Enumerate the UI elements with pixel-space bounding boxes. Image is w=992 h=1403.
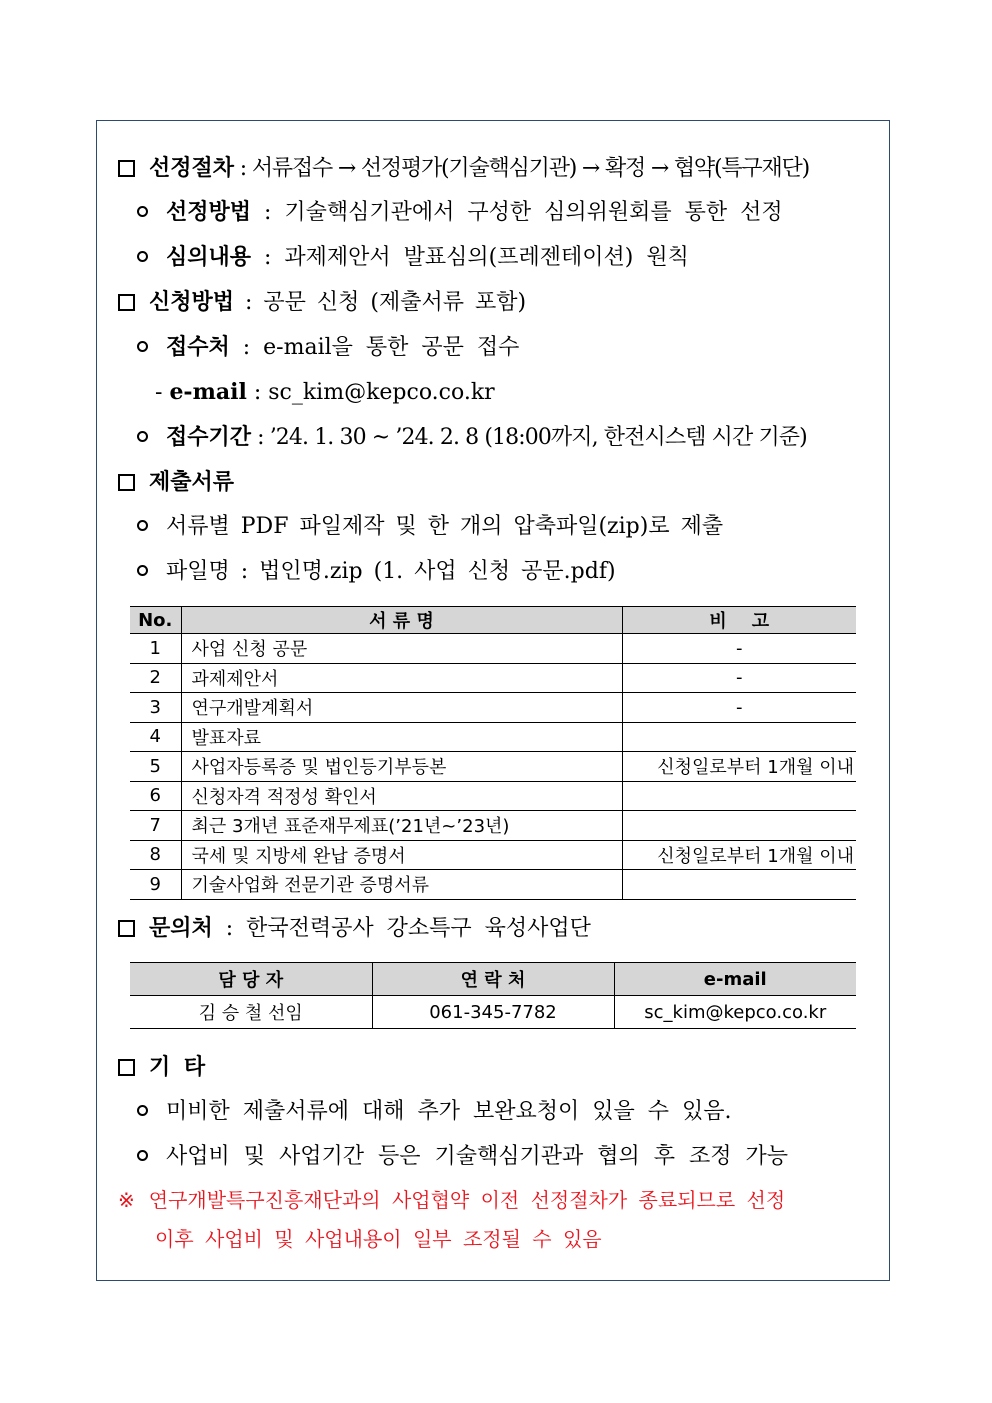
checkbox-square-icon — [118, 474, 135, 491]
etc-title: 기 타 — [149, 1054, 206, 1080]
circle-bullet-icon — [137, 1150, 148, 1161]
row-no: 3 — [130, 693, 181, 723]
period-label: 접수기간 — [166, 424, 252, 450]
row-note: 신청일로부터 1개월 이내 — [622, 752, 856, 782]
col-header-person: 담 당 자 — [130, 963, 372, 996]
contact-table — [130, 962, 856, 1029]
contact-person: 김 승 철 선임 — [130, 996, 372, 1029]
etc-note-continued — [155, 1224, 602, 1254]
period-text: : ’24. 1. 30 ~ ’24. 2. 8 (18:00까지, 한전시스템 시간 기준) — [251, 425, 807, 450]
row-no: 8 — [130, 840, 181, 870]
col-header-email: e-mail — [614, 963, 856, 996]
contact-email: sc_kim@kepco.co.kr — [614, 996, 856, 1029]
table-row — [130, 781, 856, 811]
row-note: 신청일로부터 1개월 이내 — [622, 840, 856, 870]
circle-bullet-icon — [137, 431, 148, 442]
email-label: e-mail — [169, 379, 247, 405]
table-row — [130, 693, 856, 723]
application-receipt — [137, 332, 519, 363]
selection-text: : 서류접수 → 선정평가(기술핵심기관) → 확정 → 협약(특구재단) — [234, 156, 809, 181]
checkbox-square-icon — [118, 1059, 135, 1076]
row-no: 5 — [130, 752, 181, 782]
contact-phone: 061-345-7782 — [372, 996, 614, 1029]
email-text: : sc_kim@kepco.co.kr — [246, 380, 495, 405]
row-note: - — [622, 693, 856, 723]
selection-title: 선정절차 — [149, 155, 235, 181]
documents-table-header — [130, 607, 856, 634]
etc-note — [118, 1185, 785, 1215]
row-name: 사업자등록증 및 법인등기부등본 — [181, 752, 622, 782]
table-row — [130, 811, 856, 841]
row-note — [622, 722, 856, 752]
row-note: - — [622, 634, 856, 664]
table-row — [130, 840, 856, 870]
col-header-phone: 연 락 처 — [372, 963, 614, 996]
row-note: - — [622, 663, 856, 693]
etc-item-1 — [137, 1097, 732, 1127]
circle-bullet-icon — [137, 1105, 148, 1116]
checkbox-square-icon — [118, 294, 135, 311]
circle-bullet-icon — [137, 206, 148, 217]
row-no: 1 — [130, 634, 181, 664]
documents-title: 제출서류 — [149, 469, 235, 495]
col-header-note: 비 고 — [622, 607, 856, 634]
table-row — [130, 996, 856, 1029]
note-line-2: 이후 사업비 및 사업내용이 일부 조정될 수 있음 — [155, 1227, 602, 1251]
documents-heading — [118, 467, 234, 498]
row-note — [622, 781, 856, 811]
col-header-no: No. — [130, 607, 181, 634]
application-title: 신청방법 — [149, 289, 235, 315]
note-line-1: 연구개발특구진흥재단과의 사업협약 이전 선정절차가 종료되므로 선정 — [148, 1188, 786, 1212]
application-text: : 공문 신청 (제출서류 포함) — [234, 290, 527, 315]
application-period — [137, 422, 807, 453]
selection-review — [137, 242, 689, 273]
documents-item-2 — [137, 557, 616, 587]
documents-item-2-text: 파일명 : 법인명.zip (1. 사업 신청 공문.pdf) — [166, 559, 616, 584]
table-row — [130, 634, 856, 664]
circle-bullet-icon — [137, 251, 148, 262]
row-no: 9 — [130, 870, 181, 900]
selection-review-label: 심의내용 — [166, 244, 252, 270]
circle-bullet-icon — [137, 565, 148, 576]
note-mark: ※ — [118, 1188, 135, 1212]
application-email — [155, 377, 495, 408]
application-heading — [118, 287, 526, 318]
row-note — [622, 811, 856, 841]
receipt-label: 접수처 — [166, 334, 230, 360]
receipt-text: : e-mail을 통한 공문 접수 — [229, 335, 520, 360]
selection-review-text: : 과제제안서 발표심의(프레젠테이션) 원칙 — [251, 245, 689, 270]
etc-item-1-text: 미비한 제출서류에 대해 추가 보완요청이 있을 수 있음. — [166, 1099, 732, 1124]
table-row — [130, 722, 856, 752]
table-row — [130, 870, 856, 900]
row-name: 신청자격 적정성 확인서 — [181, 781, 622, 811]
selection-method — [137, 197, 783, 228]
row-no: 4 — [130, 722, 181, 752]
contact-text: : 한국전력공사 강소특구 육성사업단 — [212, 916, 591, 941]
row-no: 2 — [130, 663, 181, 693]
row-name: 발표자료 — [181, 722, 622, 752]
circle-bullet-icon — [137, 520, 148, 531]
checkbox-square-icon — [118, 920, 135, 937]
etc-item-2-text: 사업비 및 사업기간 등은 기술핵심기관과 협의 후 조정 가능 — [166, 1144, 788, 1169]
documents-table — [130, 606, 856, 900]
selection-heading — [118, 153, 809, 184]
contact-heading — [118, 913, 591, 944]
selection-method-label: 선정방법 — [166, 199, 252, 225]
row-note — [622, 870, 856, 900]
row-name: 최근 3개년 표준재무제표(’21년~’23년) — [181, 811, 622, 841]
etc-item-2 — [137, 1142, 788, 1172]
contact-table-header — [130, 963, 856, 996]
checkbox-square-icon — [118, 160, 135, 177]
etc-heading — [118, 1052, 205, 1083]
documents-item-1 — [137, 512, 723, 542]
circle-bullet-icon — [137, 341, 148, 352]
table-row — [130, 752, 856, 782]
row-name: 사업 신청 공문 — [181, 634, 622, 664]
row-name: 국세 및 지방세 완납 증명서 — [181, 840, 622, 870]
row-no: 7 — [130, 811, 181, 841]
contact-title: 문의처 — [149, 915, 213, 941]
selection-method-text: : 기술핵심기관에서 구성한 심의위원회를 통한 선정 — [251, 200, 783, 225]
row-name: 기술사업화 전문기관 증명서류 — [181, 870, 622, 900]
col-header-name: 서 류 명 — [181, 607, 622, 634]
documents-item-1-text: 서류별 PDF 파일제작 및 한 개의 압축파일(zip)로 제출 — [166, 514, 724, 539]
table-row — [130, 663, 856, 693]
email-prefix: - — [155, 380, 170, 405]
row-no: 6 — [130, 781, 181, 811]
row-name: 연구개발계획서 — [181, 693, 622, 723]
row-name: 과제제안서 — [181, 663, 622, 693]
